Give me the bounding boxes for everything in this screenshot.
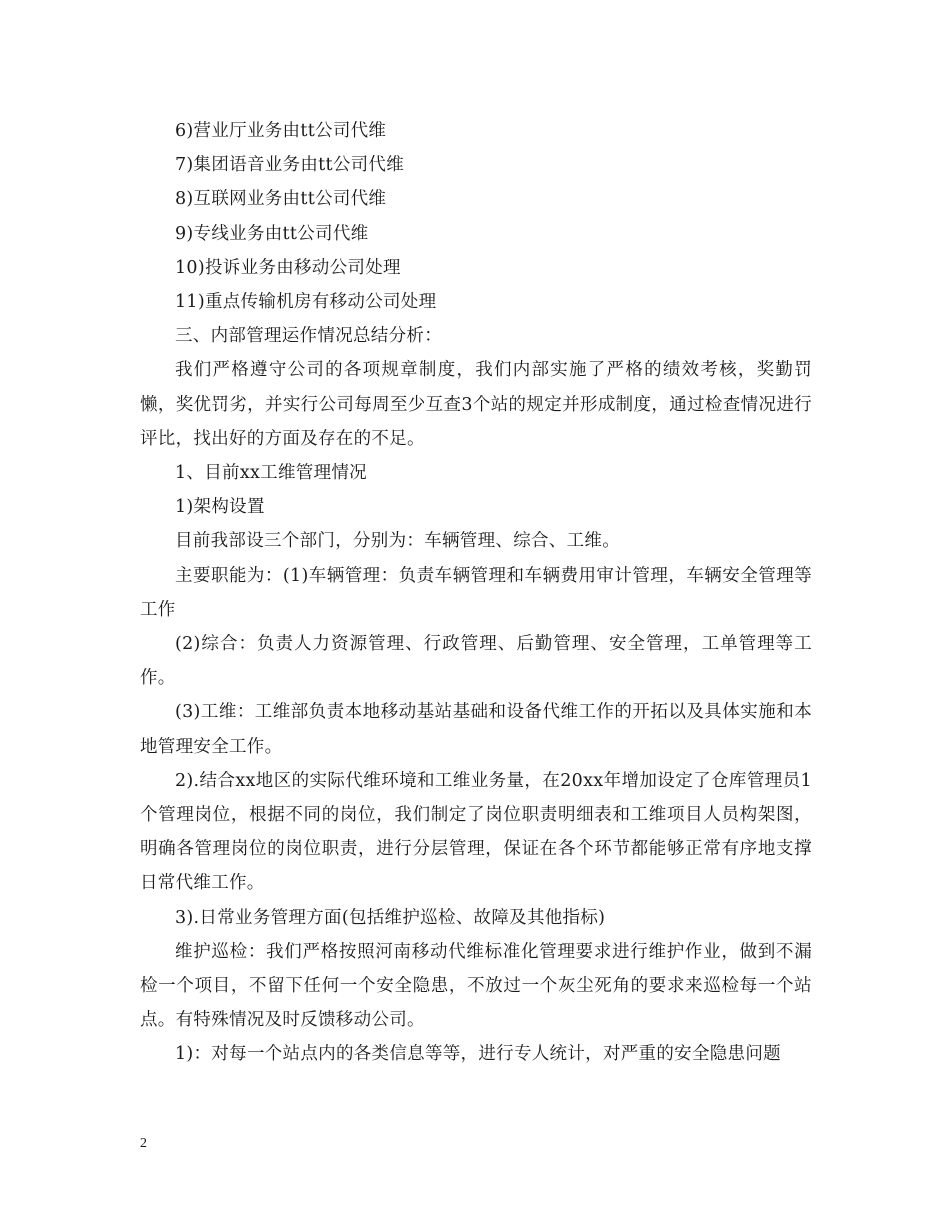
paragraph: 主要职能为：(1)车辆管理：负责车辆管理和车辆费用审计管理，车辆安全管理等工作 — [140, 565, 812, 620]
list-item-9: 9)专线业务由tt公司代维 — [175, 223, 369, 244]
list-item-7: 7)集团语音业务由tt公司代维 — [175, 155, 405, 176]
paragraph: (3)工维：工维部负责本地移动基站基础和设备代维工作的开拓以及具体实施和本地管理安全工作。 — [140, 702, 812, 757]
section-heading-3: 三、内部管理运作情况总结分析： — [175, 326, 442, 347]
page-number: 2 — [140, 1136, 147, 1151]
list-item-6: 6)营业厅业务由tt公司代维 — [175, 121, 387, 141]
subsection-heading-structure: 1)架构设置 — [175, 497, 265, 518]
paragraph: 我们严格遵守公司的各项规章制度，我们内部实施了严格的绩效考核，奖勤罚懒，奖优罚劣，并实行公司每周至少互查3个站的规定并形成制度，通过检查情况进行评比，找出好的方面及存在的不足。 — [140, 360, 812, 449]
paragraph: (2)综合：负责人力资源管理、行政管理、后勤管理、安全管理，工单管理等工作。 — [140, 634, 812, 689]
subsection-heading-daily: 3).日常业务管理方面(包括维护巡检、故障及其他指标) — [175, 907, 606, 928]
subsection-heading-1: 1、目前xx工维管理情况 — [175, 463, 367, 484]
paragraph: 目前我部设三个部门，分别为：车辆管理、综合、工维。 — [175, 531, 620, 552]
document-body — [140, 114, 812, 1072]
list-item-10: 10)投诉业务由移动公司处理 — [175, 257, 401, 278]
paragraph: 1)：对每一个站点内的各类信息等等，进行专人统计，对严重的安全隐患问题 — [175, 1044, 781, 1065]
paragraph: 2).结合xx地区的实际代维环境和工维业务量，在20xx年增加设定了仓库管理员1个管理岗位，根据不同的岗位，我们制定了岗位职责明细表和工维项目人员构架图，明确各管理岗位的岗位职责，进行分层管理，保证在各个环节都能够正常有序地支撑日常代维工作。 — [140, 770, 812, 894]
list-item-11: 11)重点传输机房有移动公司处理 — [175, 292, 437, 313]
paragraph: 维护巡检：我们严格按照河南移动代维标准化管理要求进行维护作业，做到不漏检一个项目，不留下任何一个安全隐患，不放过一个灰尘死角的要求来巡检每一个站点。有特殊情况及时反馈移动公司。 — [140, 941, 812, 1031]
list-item-8: 8)互联网业务由tt公司代维 — [175, 189, 387, 210]
